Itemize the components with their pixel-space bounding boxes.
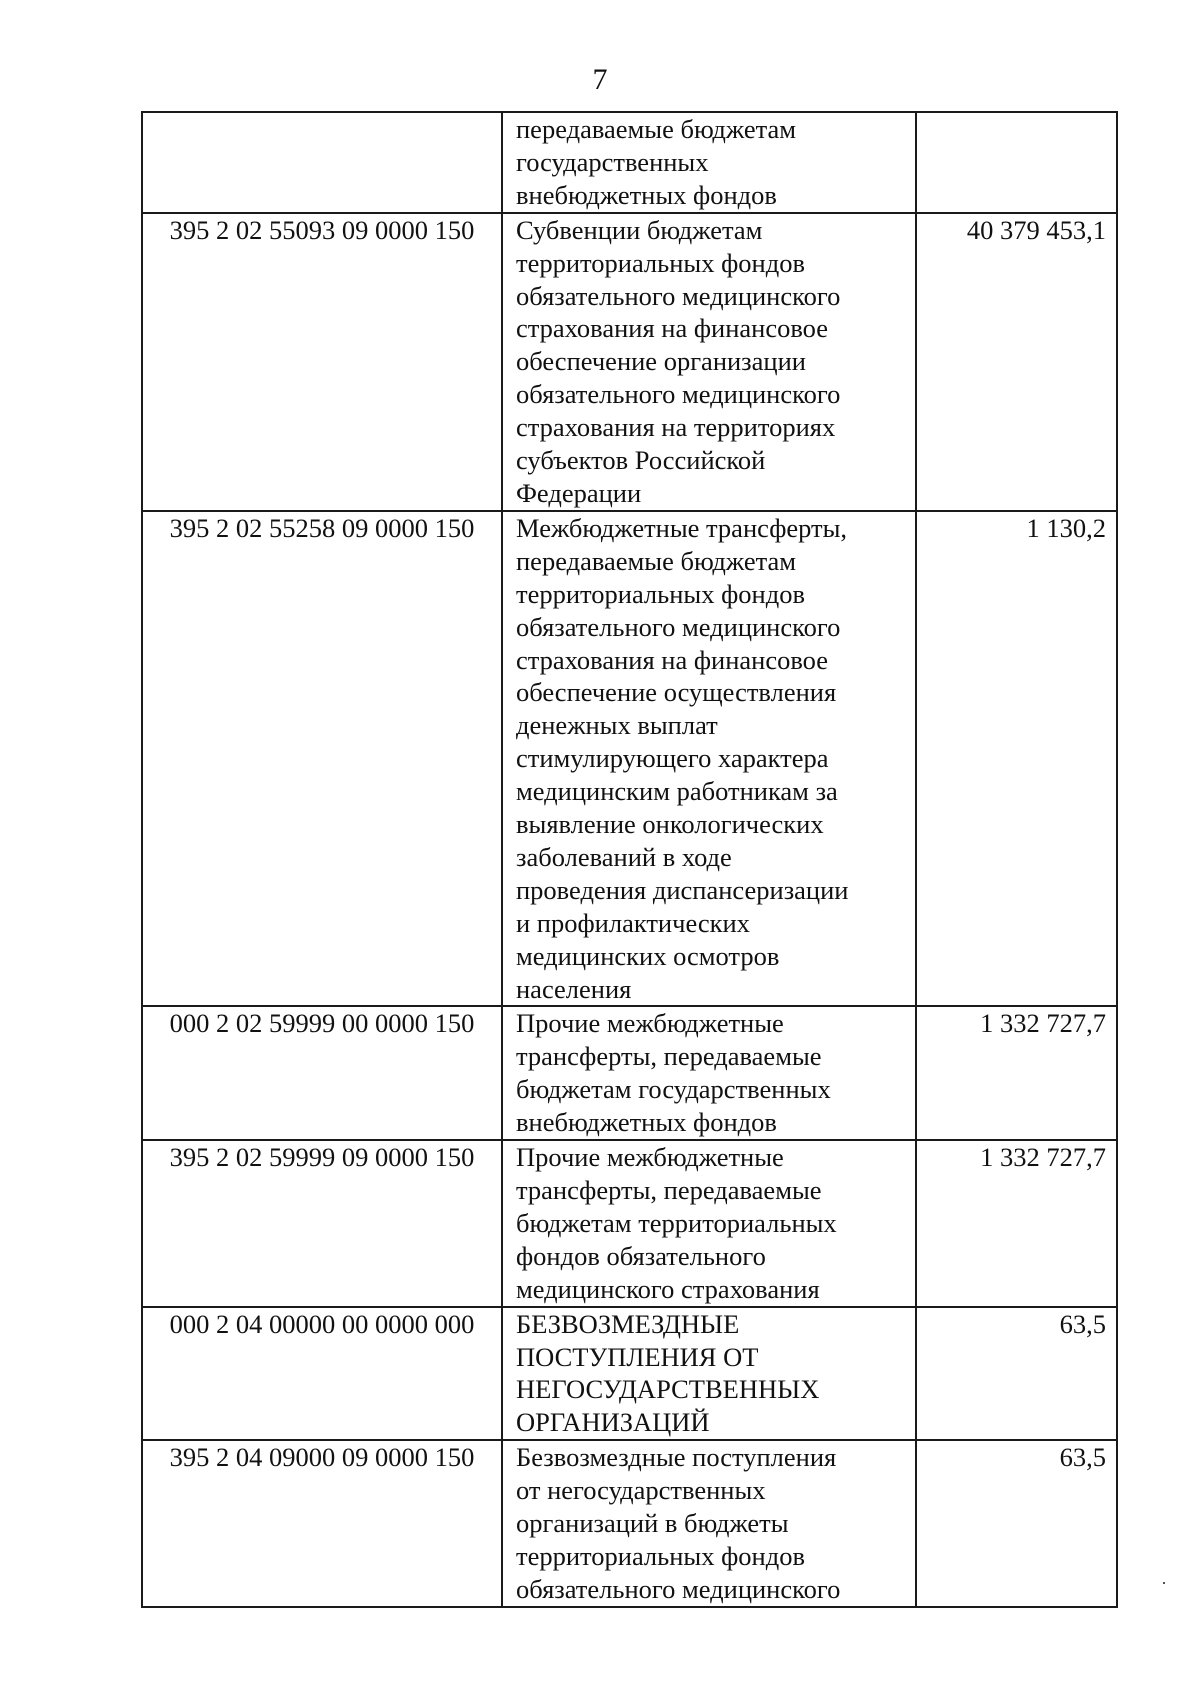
description-line: Федерации [516,477,642,508]
description-line: ОРГАНИЗАЦИЙ [516,1407,710,1438]
description-line: обязательного медицинского [516,280,841,311]
description-line: Прочие межбюджетные [516,1008,784,1039]
description-line: страхования на финансовое [516,644,828,675]
description-line: территориальных фондов [516,578,805,609]
description-line: субъектов Российской [516,445,766,476]
description-line: и профилактических [516,907,750,938]
description-line: медицинским работникам за [516,776,838,807]
description-line: трансферты, передаваемые [516,1041,822,1072]
row-amount: 1 332 727,7 [916,1140,1117,1307]
description-line: проведения диспансеризации [516,874,849,905]
description-line: от негосударственных [516,1475,766,1506]
description-line: страхования на территориях [516,412,836,443]
row-amount: 63,5 [916,1440,1117,1607]
table-body [142,112,1117,1607]
description-line: обеспечение организации [516,346,806,377]
description-line: бюджетам территориальных [516,1207,837,1238]
row-amount: 40 379 453,1 [916,213,1117,511]
table-row [142,213,1117,511]
budget-table [141,111,1118,1608]
description-line: бюджетам государственных [516,1074,831,1105]
row-description [502,1140,916,1307]
row-amount: 1 130,2 [916,511,1117,1007]
description-line: ПОСТУПЛЕНИЯ ОТ [516,1341,759,1372]
table-row [142,1140,1117,1307]
description-line: внебюджетных фондов [516,179,777,210]
description-line: передаваемые бюджетам [516,545,797,576]
description-line: внебюджетных фондов [516,1107,777,1138]
row-code: 395 2 04 09000 09 0000 150 [142,1440,502,1607]
description-line: стимулирующего характера [516,743,829,774]
table-row [142,1307,1117,1441]
description-line: заболеваний в ходе [516,841,732,872]
page-number: 7 [592,63,608,96]
description-line: НЕГОСУДАРСТВЕННЫХ [516,1374,820,1405]
description-line: Субвенции бюджетам [516,214,763,245]
description-line: организаций в бюджеты [516,1508,789,1539]
row-description [502,1307,916,1441]
row-code: 395 2 02 55093 09 0000 150 [142,213,502,511]
row-code: 000 2 04 00000 00 0000 000 [142,1307,502,1441]
description-line: выявление онкологических [516,809,824,840]
row-description [502,1006,916,1140]
description-line: Безвозмездные поступления [516,1442,837,1473]
description-line: обязательного медицинского [516,1573,841,1604]
description-line: государственных [516,146,709,177]
description-line: территориальных фондов [516,247,805,278]
description-line: БЕЗВОЗМЕЗДНЫЕ [516,1308,740,1339]
row-code [142,112,502,213]
description-line: населения [516,973,632,1004]
table-row [142,1006,1117,1140]
description-line: медицинских осмотров [516,940,780,971]
row-description [502,511,916,1007]
row-amount: 1 332 727,7 [916,1006,1117,1140]
description-line: денежных выплат [516,710,718,741]
row-code: 000 2 02 59999 00 0000 150 [142,1006,502,1140]
description-line: территориальных фондов [516,1540,805,1571]
row-description [502,1440,916,1607]
description-line: страхования на финансовое [516,313,828,344]
table-row [142,511,1117,1007]
description-line: Прочие межбюджетные [516,1142,784,1173]
description-line: фондов обязательного [516,1240,766,1271]
table-row [142,1440,1117,1607]
row-code: 395 2 02 55258 09 0000 150 [142,511,502,1007]
description-line: обязательного медицинского [516,611,841,642]
row-description [502,112,916,213]
description-line: обеспечение осуществления [516,677,837,708]
description-line: обязательного медицинского [516,379,841,410]
row-amount [916,112,1117,213]
row-amount: 63,5 [916,1307,1117,1441]
row-code: 395 2 02 59999 09 0000 150 [142,1140,502,1307]
description-line: медицинского страхования [516,1273,820,1304]
description-line: Межбюджетные трансферты, [516,512,848,543]
table-row [142,112,1117,213]
scan-speck [1163,1582,1165,1584]
row-description [502,213,916,511]
description-line: передаваемые бюджетам [516,114,797,144]
description-line: трансферты, передаваемые [516,1175,822,1205]
